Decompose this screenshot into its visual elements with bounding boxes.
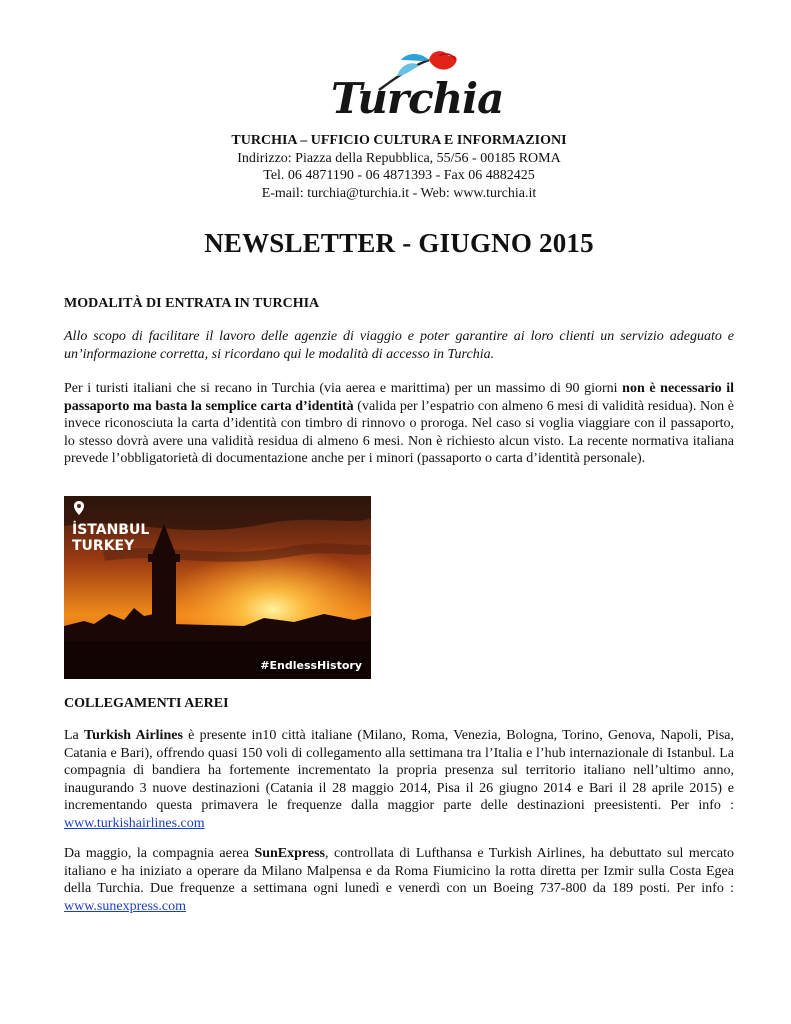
organization-name: TURCHIA – UFFICIO CULTURA E INFORMAZIONI: [231, 133, 567, 148]
text-run: è presente in10 città italiane (Milano, Roma, Venezia, Bologna, Torino, Genova, Napoli, Pisa, Catania e Bari), offrendo quasi 150 voli di collegamento alla settimana tra l’Italia e l’hub internazionale di Istanbul. La compagnia di bandiera ha fortemente incrementato la propria presenza sul territorio italiano nell’ultimo anno, inaugurando 3 nuove destinazioni (Catania il 28 maggio 2014, Pisa il 26 giugno 2014 e Bari il 28 aprile 2015) e incrementando questa primavera le frequenze dalla maggior parte delle destinazioni preesistenti. Per info :: [64, 728, 735, 813]
address-line: Indirizzo: Piazza della Repubblica, 55/56 - 00185 ROMA: [237, 150, 561, 166]
caption-country: TURKEY: [72, 538, 135, 554]
text-run: La: [64, 728, 85, 743]
turchia-logo: [309, 50, 504, 130]
sunexpress-link[interactable]: www.sunexpress.com: [64, 898, 186, 914]
text-run: (valida per l’espatrio con almeno 6 mesi di validità residua). Non è invece riconosciuta la carta d’identità con timbro di rinnovo o proroga. Nel caso si voglia viaggiare con il passaporto, lo stesso dovrà avere una validità residua di almeno 6 mesi. Non è richiesto alcun visto. La recente normativa italiana prevede l’obbligatorietà di documentazione anche per i minori (passaporto o carta d’identità personale).: [64, 398, 734, 466]
caption-city: İSTANBUL: [72, 522, 150, 538]
sunexpress-paragraph: [64, 845, 734, 915]
section-heading-flights: COLLEGAMENTI AEREI: [64, 696, 229, 711]
text-run-bold: Turkish Airlines: [84, 728, 183, 743]
location-pin-icon: [74, 501, 84, 515]
photo-hashtag: #EndlessHistory: [257, 658, 365, 673]
phone-line: Tel. 06 4871190 - 06 4871393 - Fax 06 4882425: [263, 168, 535, 183]
logo-wordmark: Turchia: [331, 74, 504, 123]
text-run: Da maggio, la compagnia aerea: [64, 846, 255, 861]
turkishairlines-link[interactable]: www.turkishairlines.com: [64, 815, 205, 831]
section-heading-entry: MODALITÀ DI ENTRATA IN TURCHIA: [64, 296, 320, 311]
contact-line: E-mail: turchia@turchia.it - Web: www.turchia.it: [261, 185, 537, 201]
text-run-bold: non è necessario il passaporto ma basta la semplice carta d’identità: [64, 381, 735, 414]
text-run: , controllata di Lufthansa e Turkish Airlines, ha debuttato sul mercato italiano e ha iniziato a operare da Milano Malpensa e da Roma Fiumicino la rotta diretta per Izmir sulla Costa Egea della Turchia. Due frequenze a settimana ogni lunedì e venerdì con un Boeing 737-800 da 189 posti. Per info :: [64, 846, 734, 896]
newsletter-title: NEWSLETTER - GIUGNO 2015: [204, 228, 594, 258]
entry-requirements-paragraph: [64, 380, 734, 468]
photo-caption: [72, 522, 149, 554]
header-contacts: [64, 132, 734, 202]
text-run-bold: SunExpress: [254, 846, 326, 861]
text-run: Per i turisti italiani che si recano in Turchia (via aerea e marittima) per un massimo di 90 giorni: [64, 381, 623, 396]
turkish-airlines-paragraph: [64, 727, 734, 832]
istanbul-photo: [64, 496, 371, 679]
entry-intro-paragraph: Allo scopo di facilitare il lavoro delle agenzie di viaggio e poter garantire ai loro clienti un servizio adeguato e un’informazione corretta, si ricordano qui le modalità di accesso in Turchia.: [64, 329, 734, 362]
